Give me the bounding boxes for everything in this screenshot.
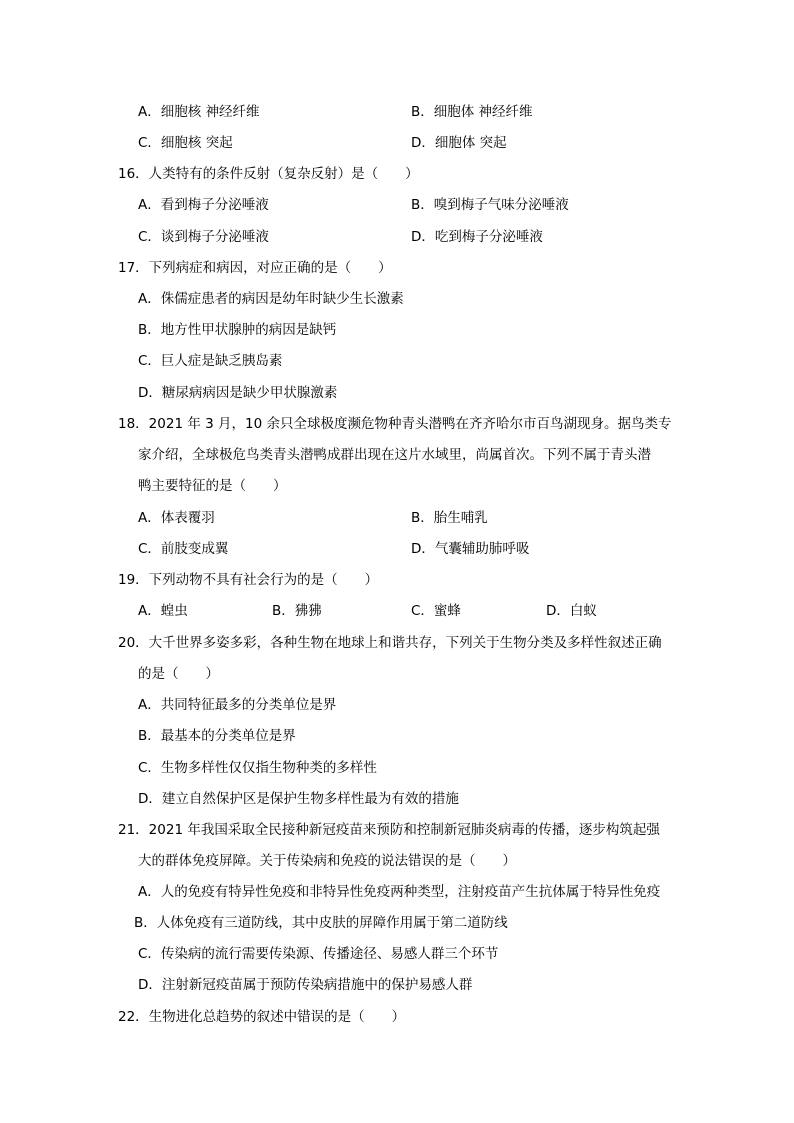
q21-option-d: D．注射新冠疫苗属于预防传染病措施中的保护易感人群	[138, 977, 473, 993]
q18-option-c: C．前肢变成翼	[138, 541, 229, 557]
q21-stem-line-1: 21．2021 年我国采取全民接种新冠疫苗来预防和控制新冠肺炎病毒的传播，逐步构筑起强	[118, 822, 660, 838]
q15-option-d: D．细胞体 突起	[411, 135, 507, 151]
q17-option-a: A．侏儒症患者的病因是幼年时缺少生长激素	[138, 291, 404, 307]
q20-stem-line-2: 的是（ ）	[138, 666, 219, 682]
q16-option-c: C．谈到梅子分泌唾液	[138, 229, 269, 245]
q17-option-b: B．地方性甲状腺肿的病因是缺钙	[138, 322, 337, 338]
q22-stem: 22．生物进化总趋势的叙述中错误的是（ ）	[118, 1009, 406, 1025]
q21-option-c: C．传染病的流行需要传染源、传播途径、易感人群三个环节	[138, 946, 499, 962]
q15-option-c: C．细胞核 突起	[138, 135, 233, 151]
q20-stem-line-1: 20．大千世界多姿多彩，各种生物在地球上和谐共存，下列关于生物分类及多样性叙述正确	[118, 635, 662, 651]
q20-option-a: A．共同特征最多的分类单位是界	[138, 697, 337, 713]
q15-option-b: B．细胞体 神经纤维	[411, 104, 533, 120]
q19-option-a: A．蝗虫	[138, 603, 188, 619]
q20-option-b: B．最基本的分类单位是界	[138, 728, 296, 744]
q19-option-b: B．狒狒	[272, 603, 322, 619]
q18-stem-line-3: 鸭主要特征的是（ ）	[138, 478, 287, 494]
q18-option-a: A．体表覆羽	[138, 510, 215, 526]
q17-stem: 17．下列病症和病因，对应正确的是（ ）	[118, 260, 392, 276]
q16-option-b: B．嗅到梅子气味分泌唾液	[411, 197, 569, 213]
q17-option-c: C．巨人症是缺乏胰岛素	[138, 353, 283, 369]
q18-option-d: D．气囊辅助肺呼吸	[411, 541, 530, 557]
q20-option-c: C．生物多样性仅仅指生物种类的多样性	[138, 760, 377, 776]
q19-option-d: D．白蚁	[546, 603, 597, 619]
q17-option-d: D．糖尿病病因是缺少甲状腺激素	[138, 385, 338, 401]
q19-stem: 19．下列动物不具有社会行为的是（ ）	[118, 572, 379, 588]
q18-stem-line-1: 18．2021 年 3 月，10 余只全球极度濒危物种青头潜鸭在齐齐哈尔市百鸟湖现身。据鸟类专	[118, 416, 672, 432]
q18-option-b: B．胎生哺乳	[411, 510, 488, 526]
q15-option-a: A．细胞核 神经纤维	[138, 104, 260, 120]
q18-stem-line-2: 家介绍，全球极危鸟类青头潜鸭成群出现在这片水域里，尚属首次。下列不属于青头潜	[138, 447, 651, 463]
q21-stem-line-2: 大的群体免疫屏障。关于传染病和免疫的说法错误的是（ ）	[138, 853, 516, 869]
q16-option-d: D．吃到梅子分泌唾液	[411, 229, 543, 245]
q20-option-d: D．建立自然保护区是保护生物多样性最为有效的措施	[138, 791, 459, 807]
q16-stem: 16．人类特有的条件反射（复杂反射）是（ ）	[118, 166, 419, 182]
q19-option-c: C．蜜蜂	[411, 603, 461, 619]
q21-option-a: A．人的免疫有特异性免疫和非特异性免疫两种类型，注射疫苗产生抗体属于特异性免疫	[138, 884, 661, 900]
q21-option-b: B．人体免疫有三道防线，其中皮肤的屏障作用属于第二道防线	[134, 915, 508, 931]
q16-option-a: A．看到梅子分泌唾液	[138, 197, 269, 213]
